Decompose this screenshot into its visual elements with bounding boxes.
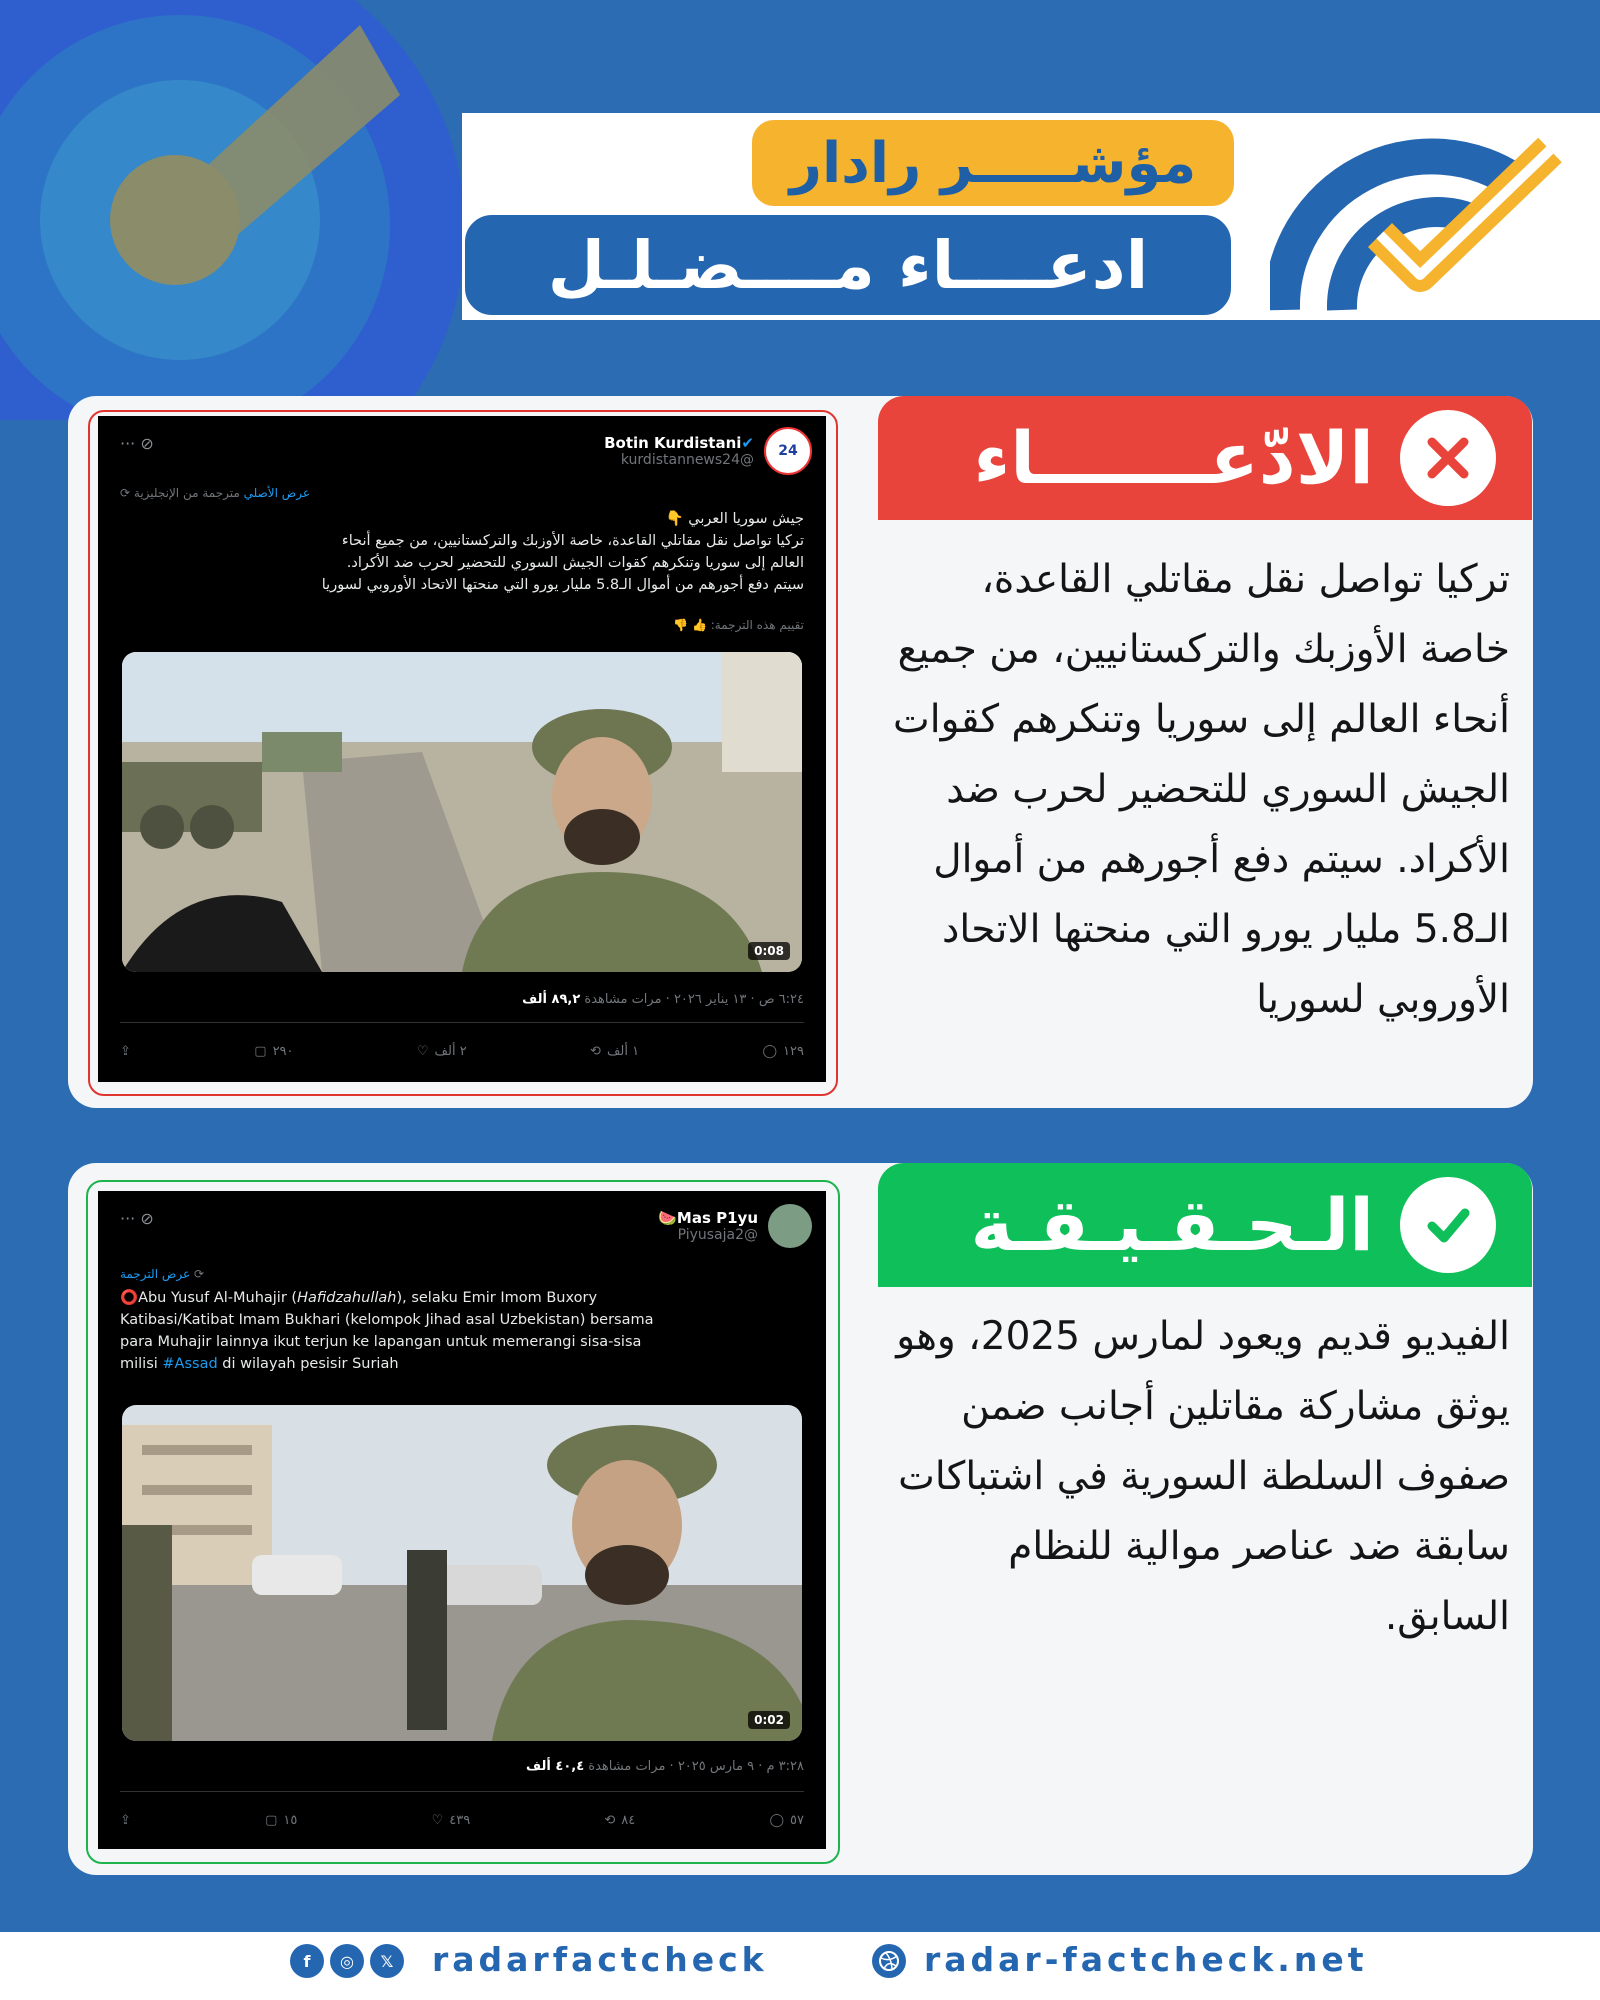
tweet-author-handle: @Piyusaja2 <box>677 1227 758 1243</box>
social-handle[interactable]: radarfactcheck <box>432 1940 768 1979</box>
like-button[interactable]: ♡ ٤٣٩ <box>431 1813 471 1828</box>
more-icon: ··· ⊘ <box>120 1209 154 1228</box>
tweet-text: جيش سوريا العربي 👇 تركيا تواصل نقل مقاتلي القاعدة، خاصة الأوزبك والتركستانيين، من جميع أنحاء العالم إلى سوريا وتنكرهم كقوات الجيش السوري للتحضير لحرب ضد الأكراد. سيتم دفع أجورهم من أموال الـ5.8 مليار يورو التي منحتها الاتحاد الأوروبي لسوريا <box>321 511 804 593</box>
check-icon <box>1400 1177 1496 1273</box>
rate-translation[interactable]: تقييم هذه الترجمة: 👍 👎 <box>673 618 804 632</box>
reply-button[interactable]: ◯ ١٢٩ <box>762 1044 804 1059</box>
avatar <box>768 1204 812 1248</box>
header-subtitle: مؤشـــــر رادار <box>752 120 1234 206</box>
social-icons <box>290 1944 404 1978</box>
divider <box>120 1791 804 1792</box>
truth-text: الفيديو قديم ويعود لمارس 2025، وهو يوثق مشاركة مقاتلين أجانب ضمن صفوف السلطة السورية في اشتباكات سابقة ضد عناصر موالية للنظام السابق. <box>896 1314 1510 1639</box>
tweet-author-handle: @kurdistannews24 <box>620 452 754 468</box>
tweet-author-name: Mas P1yu🍉 <box>658 1209 758 1227</box>
claim-label: الادّعـــــــاء <box>973 416 1374 500</box>
video-thumbnail <box>122 1405 802 1741</box>
x-icon <box>1400 410 1496 506</box>
instagram-icon[interactable]: ◎ <box>330 1944 364 1978</box>
radar-logo-icon <box>1270 125 1570 315</box>
truth-label-bar <box>878 1163 1532 1287</box>
repost-button[interactable]: ⟲ ٨٤ <box>604 1813 636 1828</box>
tweet-text: ⭕Abu Yusuf Al-Muhajir (Hafidzahullah), selaku Emir Imom Buxory Katibasi/Katibat Imam Bukhari (kelompok Jihad asal Uzbekistan) bersama para Muhajir lainnya ikut terjun ke lapangan untuk memerangi sisa-sisa milisi #Assad di wilayah pesisir Suriah <box>120 1290 654 1372</box>
tweet-actions <box>120 1813 804 1828</box>
tweet-video[interactable] <box>122 652 802 972</box>
views-count: ٤٠,٤ ألف <box>526 1759 585 1774</box>
repost-button[interactable]: ⟲ ١ ألف <box>590 1044 640 1059</box>
like-button[interactable]: ♡ ٢ ألف <box>416 1044 467 1059</box>
share-button[interactable]: ⇪ <box>120 1813 131 1828</box>
truth-label: الـحـقـيـقـة <box>970 1183 1374 1267</box>
facebook-icon[interactable]: f <box>290 1944 324 1978</box>
bookmark-button[interactable]: ▢ ٢٩٠ <box>254 1044 294 1059</box>
tweet-meta: ٣:٢٨ م · ٩ مارس ٢٠٢٥ · مرات مشاهدة ٤٠,٤ ألف <box>526 1759 804 1774</box>
dribbble-icon <box>872 1944 906 1978</box>
translate-icon: ⟳ <box>120 486 131 500</box>
verified-icon: ✔ <box>741 434 754 452</box>
claim-text: تركيا تواصل نقل مقاتلي القاعدة، خاصة الأوزبك والتركستانيين، من جميع أنحاء العالم إلى سوريا وتنكرهم كقوات الجيش السوري للتحضير لحرب ضد الأكراد. سيتم دفع أجورهم من أموال الـ5.8 مليار يورو التي منحتها الاتحاد الأوروبي لسوريا <box>893 557 1510 1022</box>
video-duration: 0:08 <box>748 942 790 960</box>
translate-icon: ⟳ <box>193 1267 205 1281</box>
website-link[interactable]: radar-factcheck.net <box>924 1940 1368 1979</box>
more-icon: ··· ⊘ <box>120 434 154 453</box>
views-count: ٨٩,٢ ألف <box>522 992 581 1007</box>
tweet-actions <box>120 1044 804 1059</box>
translate-note <box>120 1267 204 1281</box>
show-translation-link[interactable]: عرض الترجمة <box>120 1267 191 1281</box>
claim-label-bar <box>878 396 1532 520</box>
show-original-link[interactable]: عرض الأصلي <box>243 486 311 500</box>
x-social-icon[interactable]: 𝕏 <box>370 1944 404 1978</box>
hashtag-link[interactable]: #Assad <box>162 1356 218 1372</box>
radar-decoration <box>0 0 470 420</box>
tweet-header <box>658 1201 812 1251</box>
tweet-video[interactable] <box>122 1405 802 1741</box>
tweet-author-name: ✔Botin Kurdistani <box>604 434 754 452</box>
tweet-meta: ٦:٢٤ ص · ١٣ يناير ٢٠٢٦ · مرات مشاهدة ٨٩,٢ ألف <box>522 992 804 1007</box>
video-duration: 0:02 <box>748 1711 790 1729</box>
translate-note: عرض الأصلي مترجمة من الإنجليزية ⟳ <box>120 486 311 500</box>
claim-tweet-screenshot <box>98 416 826 1082</box>
bookmark-button[interactable]: ▢ ١٥ <box>265 1813 298 1828</box>
avatar: 24 <box>764 427 812 475</box>
divider <box>120 1022 804 1023</box>
truth-tweet-screenshot <box>98 1191 826 1849</box>
header-title: ادعــــاء مــــضـلـل <box>462 212 1234 318</box>
tweet-header <box>604 426 812 476</box>
reply-button[interactable]: ◯ ٥٧ <box>769 1813 804 1828</box>
share-button[interactable]: ⇪ <box>120 1044 131 1059</box>
video-thumbnail <box>122 652 802 972</box>
